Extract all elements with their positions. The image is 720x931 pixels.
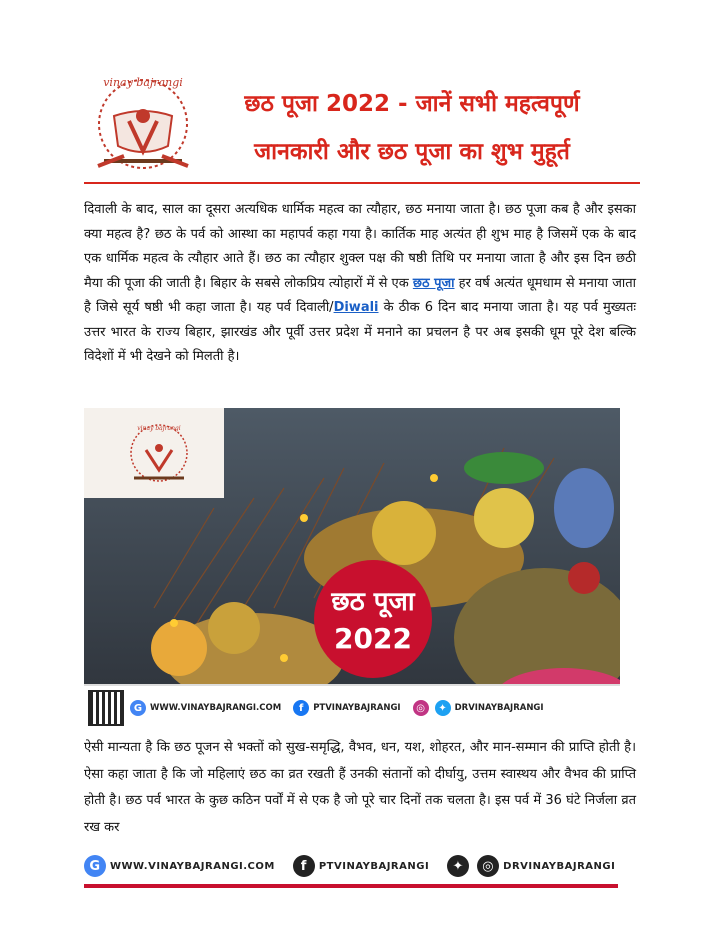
logo-text: vinay bajrangi [103,76,183,89]
vinay-bajrangi-logo-icon [84,66,202,176]
badge-title: छठ पूजा [331,587,415,617]
facebook-icon: f [293,700,309,716]
google-icon: G [84,855,106,877]
footer-facebook-label: PTVINAYBAJRANGI [318,860,430,872]
page-title-line-2: जानकारी और छठ पूजा का शुभ मुहूर्त [254,139,570,165]
footer-facebook[interactable] [293,855,429,877]
footer-instagram[interactable] [477,855,615,877]
diwali-link[interactable]: Diwali [333,300,379,315]
header-divider [84,182,640,184]
footer-website-label: WWW.VINAYBAJRANGI.COM [110,860,275,872]
badge-year: 2022 [334,622,412,655]
image-social-facebook-label: PTVINAYBAJRANGI [313,703,401,713]
vinay-bajrangi-logo-icon [124,418,194,488]
intro-text-2: हर वर्ष अत्यंत धूमधाम से मनाया जाता है जिसे सूर्य षष्ठी भी कहा जाता है। यह पर्व दिवाली/ [84,275,636,315]
brand-logo [84,66,202,176]
image-logo-text: vinay bajrangi [137,425,181,432]
image-social-website-label: WWW.VINAYBAJRANGI.COM [150,703,282,713]
twitter-icon: ✦ [435,700,451,716]
image-social-twitter[interactable] [435,700,544,716]
twitter-icon: ✦ [447,855,469,877]
footer-social-bar [84,848,618,888]
google-icon: G [130,700,146,716]
chhath-puja-image [84,408,620,730]
image-social-twitter-label: DRVINAYBAJRANGI [454,703,544,713]
footer-website[interactable] [84,855,275,877]
intro-text-3: के ठीक 6 दिन बाद मनाया जाता है। यह पर्व मुख्यतः उत्तर भारत के राज्य बिहार, झारखंड और पूर्वी उत्तर प्रदेश में मनाने का प्रचलन है पर अब इसकी धूम पूरे देश बल्कि विदेशों में भी देखने को मिलती है। [84,300,636,364]
belief-text: ऐसी मान्यता है कि छठ पूजन से भक्तों को सुख-समृद्धि, वैभव, धन, यश, शोहरत, और मान-सम्मान की प्राप्ति होती है। ऐसा कहा जाता है कि जो महिलाएं छठ का व्रत रखती हैं उनकी संतानों को दीर्घायु, उत्तम स्वास्थय और वैभव की प्राप्ति होती है। छठ पर्व भारत के कुछ कठिन पर्वों में से एक है जो पूरे चार दिनों तक चलता है। इस पर्व में 36 घंटे निर्जला व्रत रख कर [84,740,636,835]
footer-twitter[interactable] [447,855,473,877]
page-title-line-1: छठ पूजा 2022 - जानें सभी महत्वपूर्ण [244,91,580,117]
qr-code-icon [88,690,124,726]
image-social-website[interactable] [130,700,281,716]
instagram-icon: ◎ [477,855,499,877]
page-title [212,80,612,176]
footer-instagram-label: DRVINAYBAJRANGI [503,860,616,872]
image-social-facebook[interactable] [293,700,400,716]
image-social-instagram[interactable] [413,700,433,716]
image-social-bar [84,684,620,730]
chhath-puja-2022-badge [314,560,432,678]
image-logo [124,418,194,488]
belief-paragraph [84,735,636,841]
intro-text-1: दिवाली के बाद, साल का दूसरा अत्यधिक धार्मिक महत्व का त्यौहार, छठ मनाया जाता है। छठ पूजा कब है और इसका क्या महत्व है? छठ के पर्व को आस्था का महापर्व कहा गया है। कार्तिक माह अत्यंत ही शुभ माह है जिसमें एक के बाद एक धार्मिक महत्व के त्यौहार आते हैं। छठ का त्यौहार शुक्ल पक्ष की षष्ठी तिथि पर मनाया जाता है और इस दिन छठी मैया की पूजा की जाती है। बिहार के सबसे लोकप्रिय त्योहारों में से एक [84,202,636,291]
instagram-icon: ◎ [413,700,429,716]
facebook-icon: f [293,855,315,877]
chhath-puja-link[interactable]: छठ पूजा [412,275,455,291]
intro-paragraph [84,198,636,370]
